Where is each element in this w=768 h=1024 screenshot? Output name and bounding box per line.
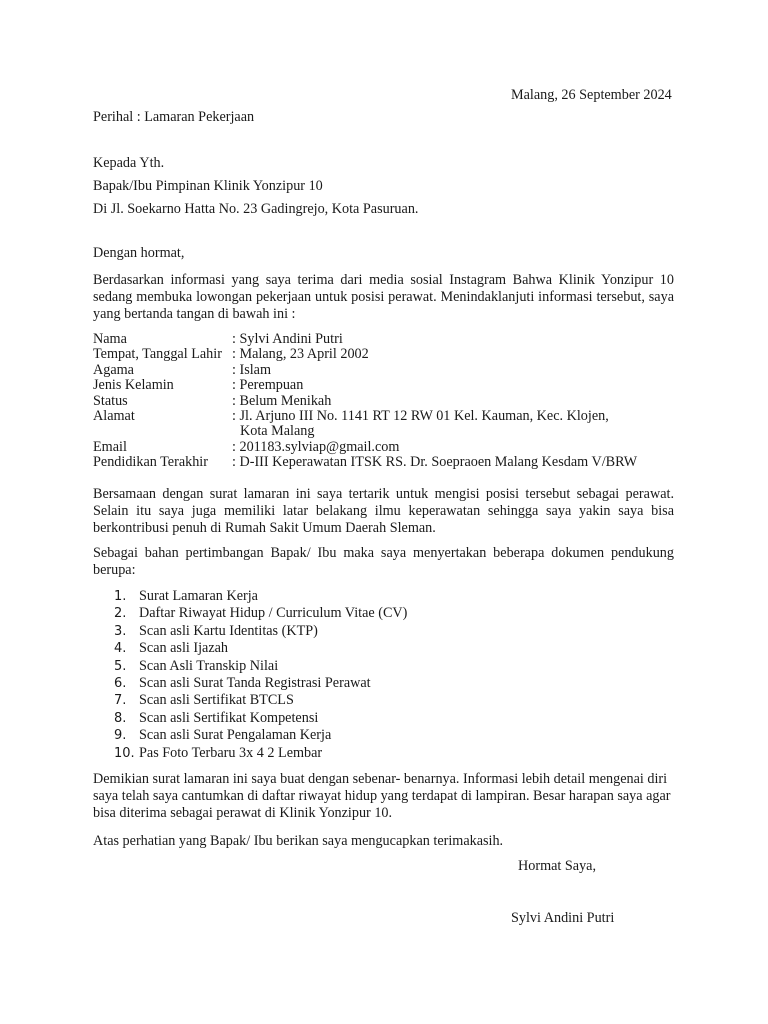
list-item [114,675,407,692]
biodata-value: : Jl. Arjuno III No. 1141 RT 12 RW 01 Kel. Kauman, Kec. Klojen, [232,408,609,425]
closing-phrase: Hormat Saya, [518,858,597,874]
biodata-address-continuation: Kota Malang [240,423,315,440]
biodata-row-alamat [93,409,637,424]
list-item [114,658,407,675]
recipient-greeting: Kepada Yth. [93,155,165,171]
list-item [114,692,407,709]
list-number: 10. [114,745,135,761]
list-text: Surat Lamaran Kerja [139,588,258,604]
attachments-intro: Sebagai bahan pertimbangan Bapak/ Ibu maka saya menyertakan beberapa dokumen pendukung berupa: [93,545,674,578]
list-item [114,588,407,605]
biodata-row-ttl [93,347,637,362]
recipient-address: Di Jl. Soekarno Hatta No. 23 Gadingrejo, Kota Pasuruan. [93,201,419,217]
list-item [114,640,407,657]
list-item [114,727,407,744]
biodata-row-status [93,394,637,409]
biodata-label: Tempat, Tanggal Lahir [93,346,222,363]
list-number: 3. [114,623,127,639]
list-number: 6. [114,675,127,691]
list-text: Scan asli Ijazah [139,640,229,657]
list-text: Pas Foto Terbaru 3x 4 2 Lembar [139,744,323,761]
list-text: Scan asli Surat Pengalaman Kerja [139,727,332,744]
biodata-row-jenis-kelamin [93,378,637,393]
biodata-label: Pendidikan Terakhir [93,454,208,471]
biodata-value: : Perempuan [232,377,304,394]
recipient-name: Bapak/Ibu Pimpinan Klinik Yonzipur 10 [93,178,323,194]
list-text: Scan asli Kartu Identitas (KTP) [139,622,318,639]
biodata-value: : D-III Keperawatan ITSK RS. Dr. Soepraoen Malang Kesdam V/BRW [232,454,638,471]
list-number: 9. [114,728,127,744]
biodata-value: : Malang, 23 April 2002 [232,346,369,363]
list-number: 5. [114,658,127,674]
list-text: Scan asli Sertifikat Kompetensi [139,709,319,726]
closing-paragraph: Demikian surat lamaran ini saya buat dengan sebenar- benarnya. Informasi lebih detail mengenai diri saya telah saya cantumkan di daftar riwayat hidup yang terdapat di lampiran. Besar harapan saya agar bisa diterima sebagai perawat di Klinik Yonzipur 10. [93,771,671,821]
biodata-value: : Belum Menikah [232,392,332,409]
salutation: Dengan hormat, [93,245,185,261]
subject-line: Perihal : Lamaran Pekerjaan [93,109,255,125]
biodata-row-email [93,440,637,455]
list-number: 2. [114,606,127,622]
list-item [114,710,407,727]
biodata-table [93,332,637,471]
attachments-list [114,588,407,762]
list-text: Scan Asli Transkip Nilai [139,657,279,674]
thanks-line: Atas perhatian yang Bapak/ Ibu berikan saya mengucapkan terimakasih. [93,833,504,849]
biodata-value: : Sylvi Andini Putri [232,331,343,347]
biodata-value: : 201183.sylviap@gmail.com [232,438,400,455]
biodata-label: Agama [93,361,134,378]
biodata-label: Nama [93,331,127,347]
signature-name: Sylvi Andini Putri [511,910,615,926]
biodata-label: Email [93,438,127,455]
biodata-label: Alamat [93,408,135,425]
biodata-label: Jenis Kelamin [93,377,174,394]
list-item [114,745,407,762]
biodata-row-nama [93,332,637,347]
list-text: Scan asli Sertifikat BTCLS [139,692,294,709]
list-number: 7. [114,693,127,709]
biodata-row-pendidikan [93,455,637,470]
list-item [114,623,407,640]
list-text: Daftar Riwayat Hidup / Curriculum Vitae (CV) [139,605,408,622]
biodata-value: : Islam [232,361,272,378]
list-text: Scan asli Surat Tanda Registrasi Perawat [139,674,371,691]
list-number: 8. [114,710,127,726]
list-number: 4. [114,641,127,657]
biodata-label: Status [93,392,128,409]
list-item [114,605,407,622]
intro-paragraph: Berdasarkan informasi yang saya terima dari media sosial Instagram Bahwa Klinik Yonzipur 10 sedang membuka lowongan pekerjaan untuk posisi perawat. Menindaklanjuti informasi tersebut, saya yang bertanda tangan di bawah ini : [93,272,674,322]
date-line: Malang, 26 September 2024 [511,87,672,103]
list-number: 1. [114,589,127,604]
interest-paragraph: Bersamaan dengan surat lamaran ini saya tertarik untuk mengisi posisi tersebut sebagai perawat. Selain itu saya juga memiliki latar belakang ilmu keperawatan sehingga saya yakin saya bisa berkontribusi penuh di Rumah Sakit Umum Daerah Sleman. [93,486,674,536]
biodata-row-agama [93,363,637,378]
